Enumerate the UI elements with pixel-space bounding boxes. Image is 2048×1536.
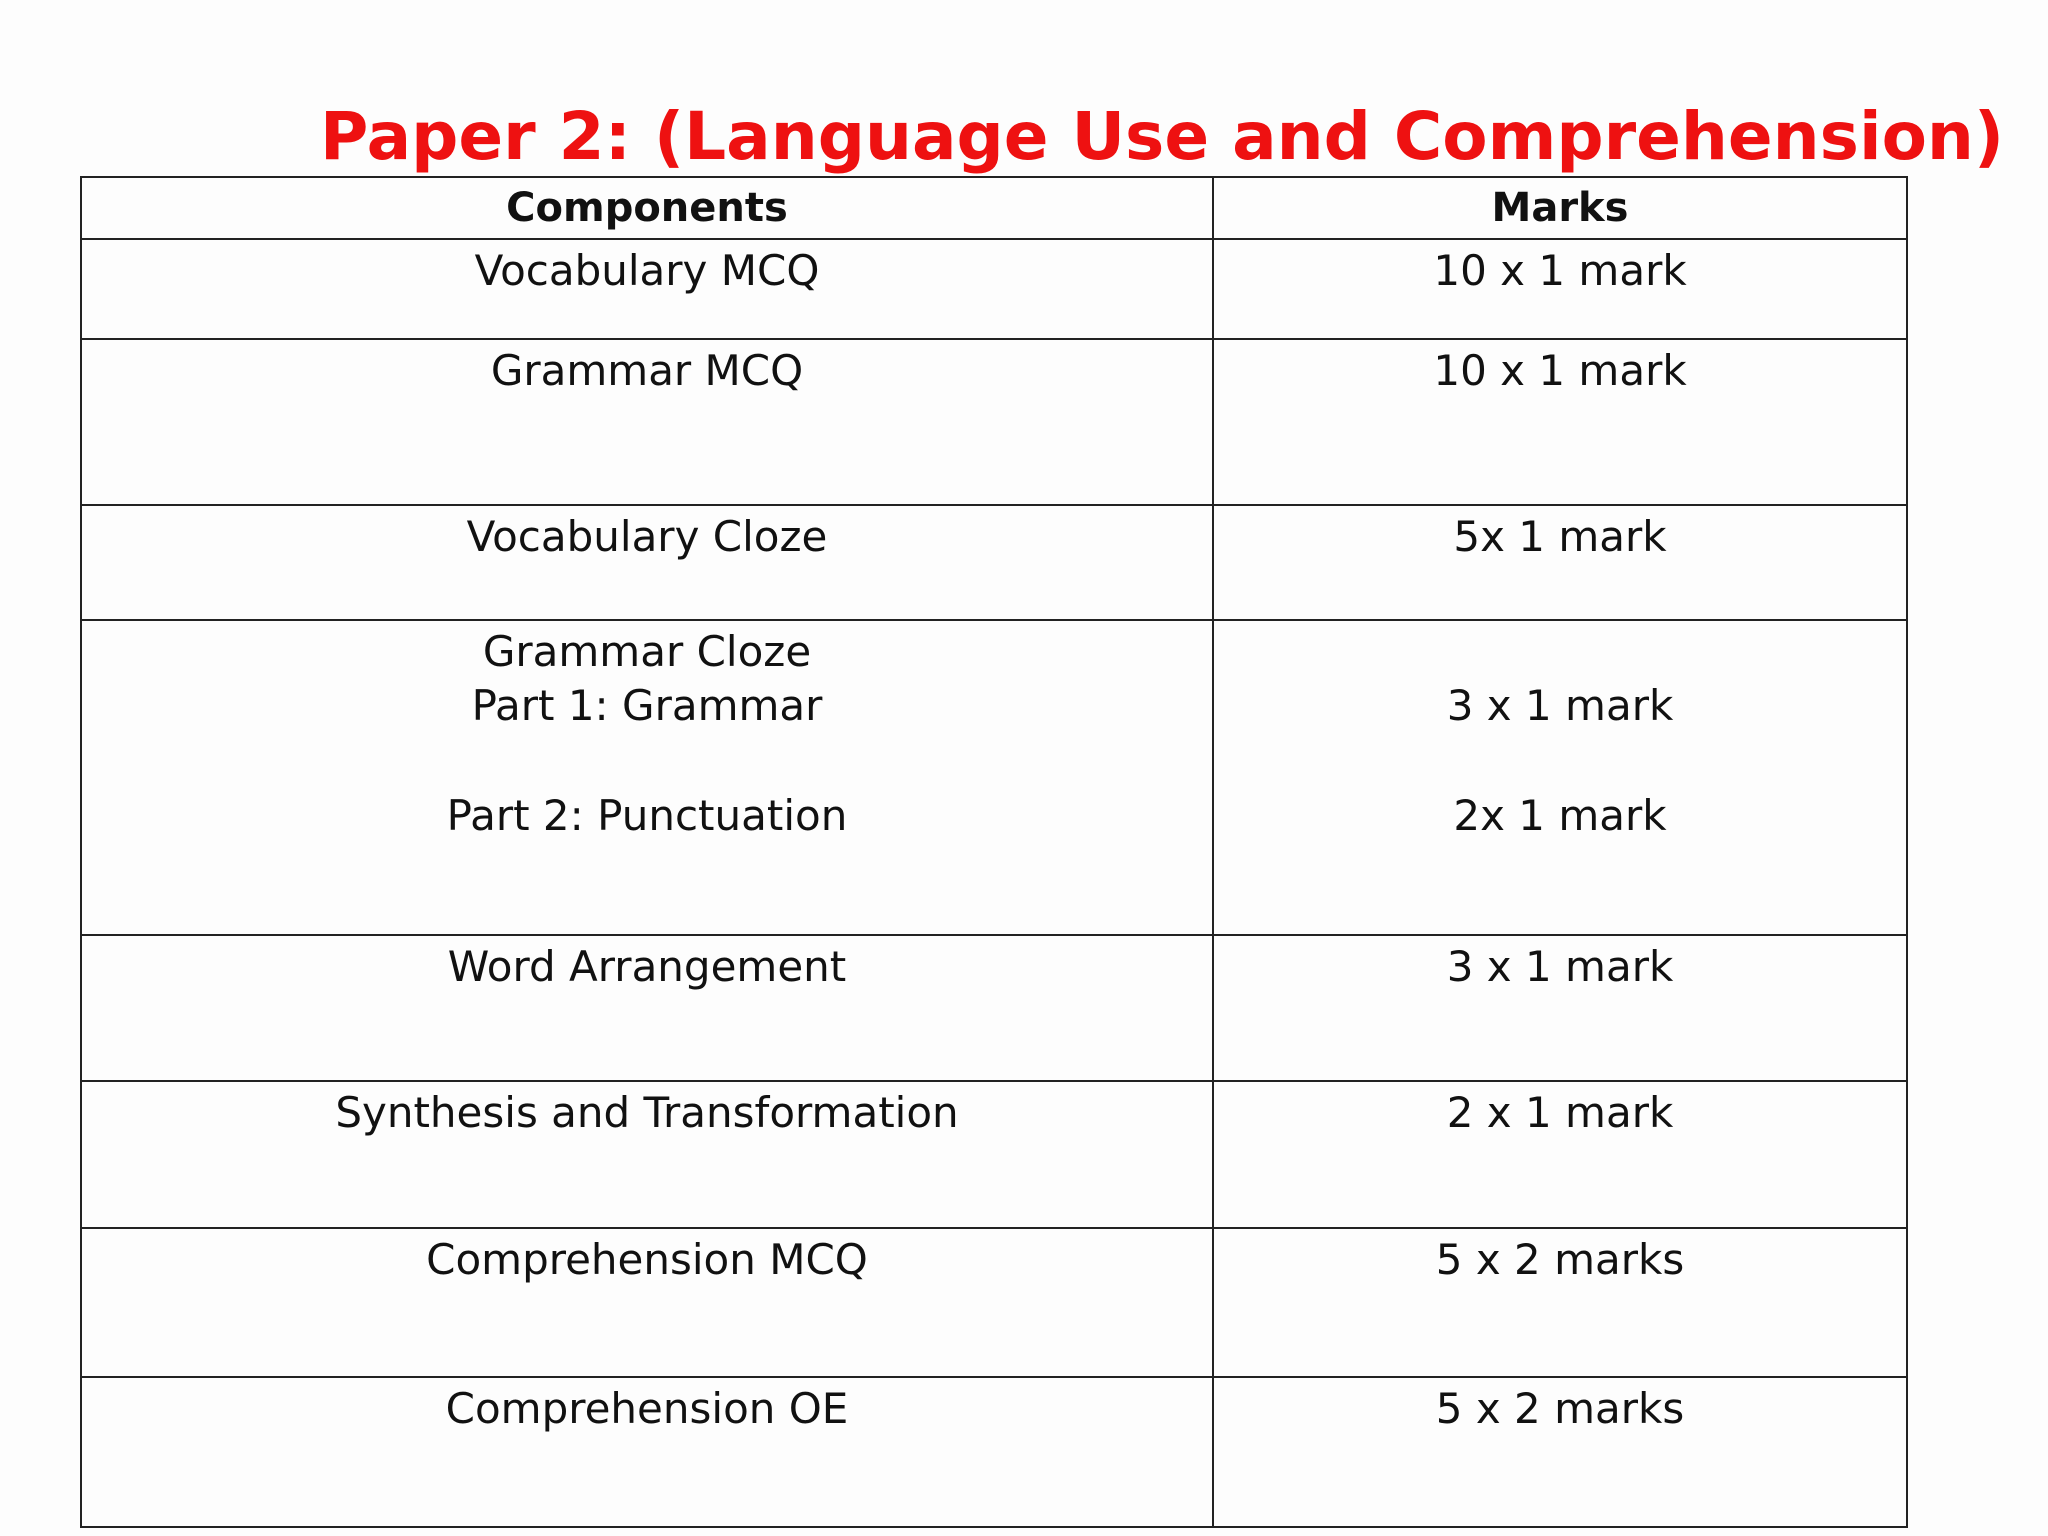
component-part2-label: Part 2: Punctuation — [446, 791, 848, 840]
marks-cell — [1213, 505, 1907, 620]
marks-cell — [1213, 1377, 1907, 1527]
component-cell — [81, 935, 1213, 1081]
marks-table — [80, 176, 1908, 1528]
marks-value: 10 x 1 mark — [1433, 346, 1687, 395]
marks-value: 3 x 1 mark — [1446, 942, 1674, 991]
table-row — [81, 1228, 1907, 1377]
component-cell — [81, 239, 1213, 339]
component-cell — [81, 505, 1213, 620]
component-cell — [81, 1081, 1213, 1228]
component-label: Comprehension MCQ — [426, 1235, 868, 1284]
component-label: Vocabulary Cloze — [466, 512, 828, 561]
header-components: Components — [81, 177, 1213, 239]
component-label: Comprehension OE — [445, 1384, 849, 1433]
marks-cell — [1213, 239, 1907, 339]
component-label: Vocabulary MCQ — [474, 246, 820, 295]
component-label: Synthesis and Transformation — [335, 1088, 959, 1137]
marks-part1-value: 3 x 1 mark — [1446, 681, 1674, 730]
component-cell — [81, 1377, 1213, 1527]
table-row — [81, 339, 1907, 505]
page-title: Paper 2: (Language Use and Comprehension) — [320, 98, 2005, 175]
marks-cell — [1213, 935, 1907, 1081]
component-cell — [81, 339, 1213, 505]
table-row — [81, 505, 1907, 620]
table-row — [81, 1081, 1907, 1228]
header-marks: Marks — [1213, 177, 1907, 239]
marks-part2-value: 2x 1 mark — [1453, 791, 1667, 840]
component-cell — [81, 1228, 1213, 1377]
component-label: Grammar Cloze — [482, 627, 812, 676]
component-label: Grammar MCQ — [490, 346, 804, 395]
marks-cell — [1213, 339, 1907, 505]
marks-value: 10 x 1 mark — [1433, 246, 1687, 295]
component-label: Word Arrangement — [447, 942, 847, 991]
table-header-row — [81, 177, 1907, 239]
table-row — [81, 1377, 1907, 1527]
table-row — [81, 935, 1907, 1081]
marks-value: 5 x 2 marks — [1435, 1384, 1685, 1433]
marks-cell — [1213, 1228, 1907, 1377]
component-cell — [81, 620, 1213, 935]
component-part1-label: Part 1: Grammar — [471, 681, 823, 730]
table-row — [81, 620, 1907, 935]
marks-value: 5x 1 mark — [1453, 512, 1667, 561]
marks-value: 5 x 2 marks — [1435, 1235, 1685, 1284]
table-row — [81, 239, 1907, 339]
marks-value: 2 x 1 mark — [1446, 1088, 1674, 1137]
marks-cell — [1213, 1081, 1907, 1228]
marks-cell — [1213, 620, 1907, 935]
